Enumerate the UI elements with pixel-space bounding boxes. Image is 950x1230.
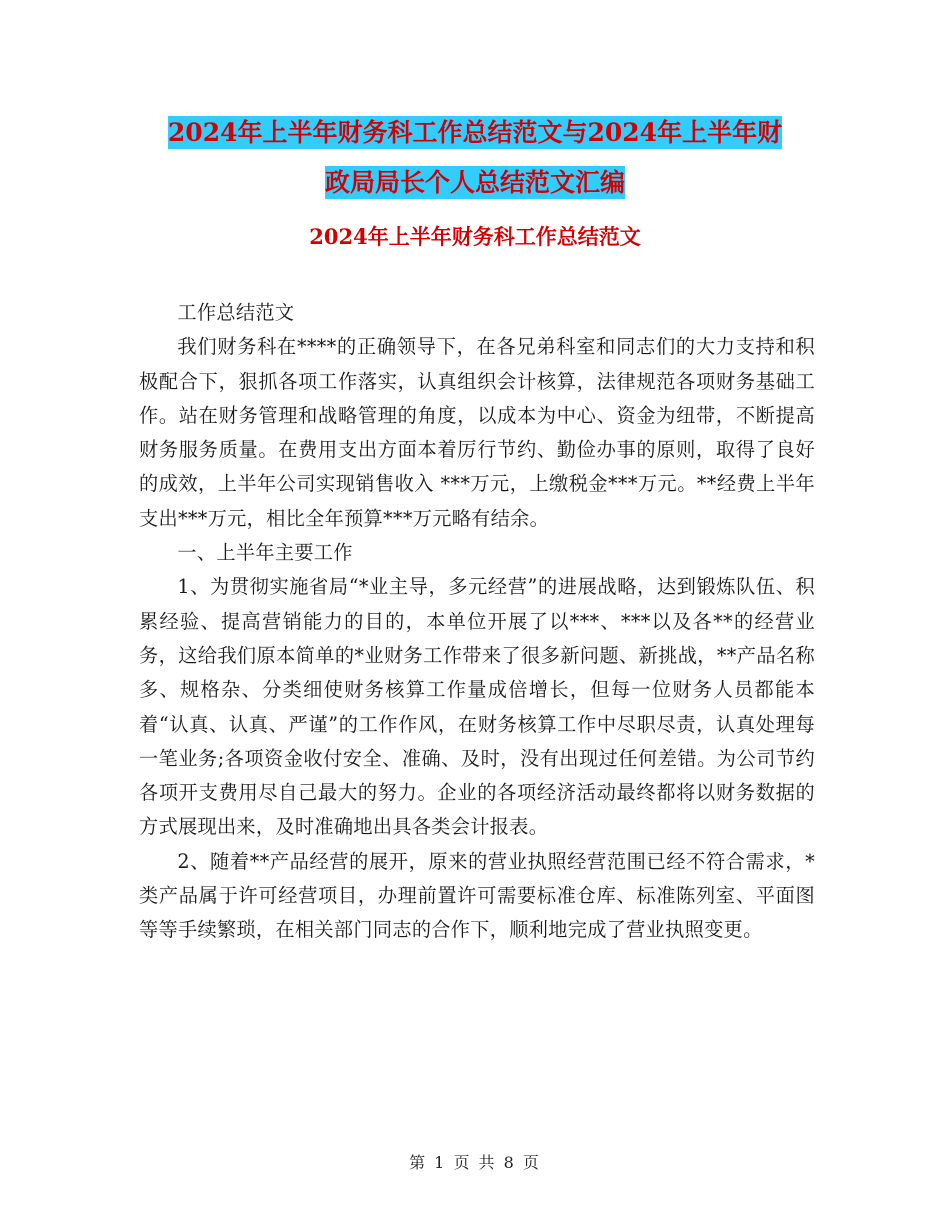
title-line-2: 政局局长个人总结范文汇编 xyxy=(324,168,625,197)
paragraph: 我们财务科在****的正确领导下，在各兄弟科室和同志们的大力支持和积极配合下，狠抓各项工作落实，认真组织会计核算，法律规范各项财务基础工作。站在财务管理和战略管理的角度，以成本为中心、资金为纽带，不断提高财务服务质量。在费用支出方面本着厉行节约、勤俭办事的原则，取得了良好的成效，上半年公司实现销售收入 ***万元，上缴税金***万元。**经费上半年支出***万元，相比全年预算***万元略有结余。 xyxy=(139,335,815,530)
paragraph: 一、上半年主要工作 xyxy=(177,541,353,565)
title-line-1: 2024年上半年财务科工作总结范文与2024年上半年财 xyxy=(167,118,783,147)
document-body xyxy=(139,296,815,948)
section-title: 2024年上半年财务科工作总结范文 xyxy=(309,224,641,249)
paragraph: 1、为贯彻实施省局“*业主导，多元经营”的进展战略，达到锻炼队伍、积累经验、提高营销能力的目的，本单位开展了以***、***以及各**的经营业务，这给我们原本简单的*业财务工作带来了很多新问题、新挑战，**产品名称多、规格杂、分类细使财务核算工作量成倍增长，但每一位财务人员都能本着“认真、认真、严谨”的工作作风，在财务核算工作中尽职尽责，认真处理每一笔业务;各项资金收付安全、准确、及时，没有出现过任何差错。为公司节约各项开支费用尽自己最大的努力。企业的各项经济活动最终都将以财务数据的方式展现出来，及时准确地出具各类会计报表。 xyxy=(139,575,815,839)
page-footer: 第 1 页 共 8 页 xyxy=(409,1153,541,1172)
paragraph: 2、随着**产品经营的展开，原来的营业执照经营范围已经不符合需求，*类产品属于许可经营项目，办理前置许可需要标准仓库、标准陈列室、平面图等等手续繁琐，在相关部门同志的合作下，顺利地完成了营业执照变更。 xyxy=(139,849,815,942)
paragraph: 工作总结范文 xyxy=(177,301,295,324)
document-title xyxy=(0,108,950,208)
